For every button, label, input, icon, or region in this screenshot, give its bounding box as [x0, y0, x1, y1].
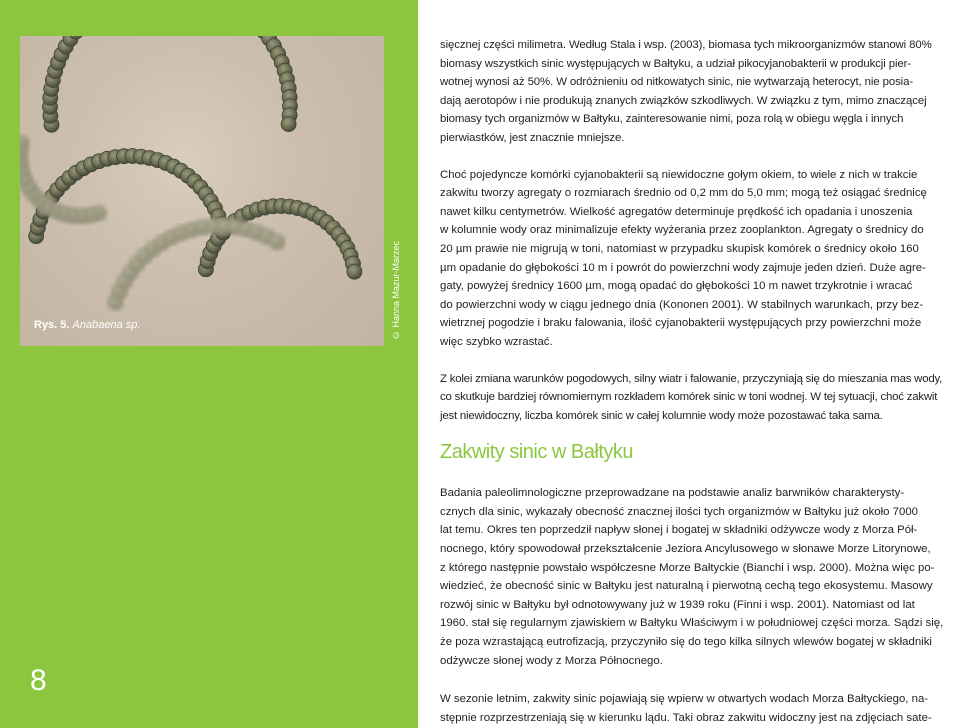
- text-line: W sezonie letnim, zakwity sinic pojawiają się wpierw w otwartych wodach Morza Bałtyckiego, na-: [440, 693, 929, 706]
- section-heading: Zakwity sinic w Bałtyku: [440, 441, 633, 464]
- text-line: lat temu. Okres ten poprzedził napływ słonej i bogatej w składniki odżywcze wody z Morza Pół-: [440, 524, 918, 537]
- text-line: z którego następnie powstało współczesne Morze Bałtyckie (Bianchi i wsp. 2000). Można więc po-: [440, 561, 935, 574]
- text-line: zakwitu tworzy agregaty o rozmiarach średnio od 0,2 mm do 5,0 mm; mogą też osiągać średnicę: [440, 187, 927, 200]
- text-line: co skutkuje bardziej równomiernym rozkładem komórek sinic w toni wodnej. W tej sytuacji, choć zakwit: [440, 391, 938, 404]
- text-line: nocnego, który spowodował przekształcenie Jeziora Ancylusowego w słonawe Morze Litorynowe,: [440, 543, 931, 556]
- figure-caption: [34, 319, 140, 331]
- paragraph-5: [440, 690, 960, 727]
- text-line: rozwój sinic w Bałtyku był odnotowywany już w 1939 roku (Finni i wsp. 2001). Natomiast od lat: [440, 598, 915, 611]
- text-line: nawet kilku centymetrów. Wielkość agregatów determinuje prędkość ich opadania i unoszenia: [440, 205, 913, 218]
- text-line: że poza wzrastającą eutrofizacją, przyczyniło się do tego kilka silnych wlewów bogatej w składniki: [440, 636, 932, 649]
- text-line: biomasy wszystkich sinic występujących w Bałtyku, a udział pikocyjanobakterii w produkcji pier-: [440, 57, 911, 70]
- text-line: Badania paleolimnologiczne przeprowadzane na podstawie analiz barwników charakterysty-: [440, 487, 905, 500]
- text-line: odżywcze słonej wody z Morza Północnego.: [440, 654, 663, 667]
- text-line: sięcznej części milimetra. Według Stala i wsp. (2003), biomasa tych mikroorganizmów stanowi 80%: [440, 39, 932, 51]
- text-line: µm opadanie do głębokości 10 m i powrót do powierzchni wody zajmuje jeden dzień. Duże agre-: [440, 261, 926, 274]
- anabaena-micrograph: [20, 36, 384, 346]
- text-line: wietrznej pogodzie i braku falowania, ilość cyjanobakterii występujących przy powierzchni może: [440, 317, 922, 330]
- photo-credit-text: © Hanna Mazur-Marzec: [391, 240, 401, 340]
- paragraph-2: [440, 166, 960, 352]
- text-line: gaty, powyżej średnicy 1600 µm, mogą opadać do głębokości 10 m nawet trzykrotnie i wracać: [440, 280, 913, 293]
- text-line: jest niewidoczny, liczba komórek sinic w całej kolumnie wody może pozostawać taka sama.: [440, 409, 883, 422]
- cell: [347, 264, 362, 279]
- text-line: 20 µm prawie nie migrują w toni, natomiast w przypadku skupisk komórek o średnicy około 160: [440, 242, 919, 255]
- text-line: w kolumnie wody oraz minimalizuje efekty wyżerania przez zooplankton. Agregaty o średnicy do: [440, 224, 924, 237]
- text-line: dają aerotopów i nie produkują znanych związków szkodliwych. W związku z tym, mimo znaczącej: [440, 94, 927, 107]
- figure-number: Rys. 5.: [34, 319, 70, 331]
- text-line: wiedzieć, że obecność sinic w Bałtyku jest naturalną i pierwotną cechą tego ekosystemu. Masowy: [440, 580, 933, 593]
- text-line: wotnej wynosi aż 50%. W odróżnieniu od nitkowatych sinic, nie wytwarzają heterocyt, nie posia-: [440, 76, 914, 89]
- paragraph-4: [440, 484, 960, 670]
- cell: [20, 135, 29, 151]
- text-line: cznych dla sinic, wykazały obecność znacznej ilości tych organizmów w Bałtyku już około 7000: [440, 505, 918, 518]
- paragraph-1: [440, 36, 960, 148]
- text-line: biomasy tych organizmów w Bałtyku, zainteresowanie nimi, poza rolą w obiegu węgla i innych: [440, 113, 904, 126]
- text-line: Choć pojedyncze komórki cyjanobakterii są niewidoczne gołym okiem, to wiele z nich w trakcie: [440, 168, 918, 181]
- article-content: [440, 36, 960, 727]
- text-line: pierwiastków, jest znacznie mniejsze.: [440, 131, 625, 144]
- green-sidebar: [0, 0, 418, 728]
- text-line: Z kolei zmiana warunków pogodowych, silny wiatr i falowanie, przyczyniają się do mieszania mas wody,: [440, 372, 943, 385]
- text-line: więc szybko wzrastać.: [440, 335, 553, 348]
- cell: [269, 234, 285, 250]
- text-line: 1960. stał się regularnym zjawiskiem w Bałtyku Właściwym i w południowej części morza. Sądzi się,: [440, 617, 944, 630]
- cell: [281, 117, 296, 132]
- micrograph-illustration: [20, 36, 384, 346]
- text-line: do powierzchni wody w ciągu jednego dnia (Kononen 2001). W stabilnych warunkach, przy bez-: [440, 298, 924, 311]
- photo-credit: [386, 36, 406, 346]
- figure-species: Anabaena sp.: [72, 319, 141, 331]
- paragraph-3: [440, 370, 960, 426]
- page-number: 8: [30, 664, 47, 697]
- text-line: stępnie rozprzestrzeniają się w kierunku lądu. Taki obraz zakwitu widoczny jest na zdjęciach sate-: [440, 711, 932, 724]
